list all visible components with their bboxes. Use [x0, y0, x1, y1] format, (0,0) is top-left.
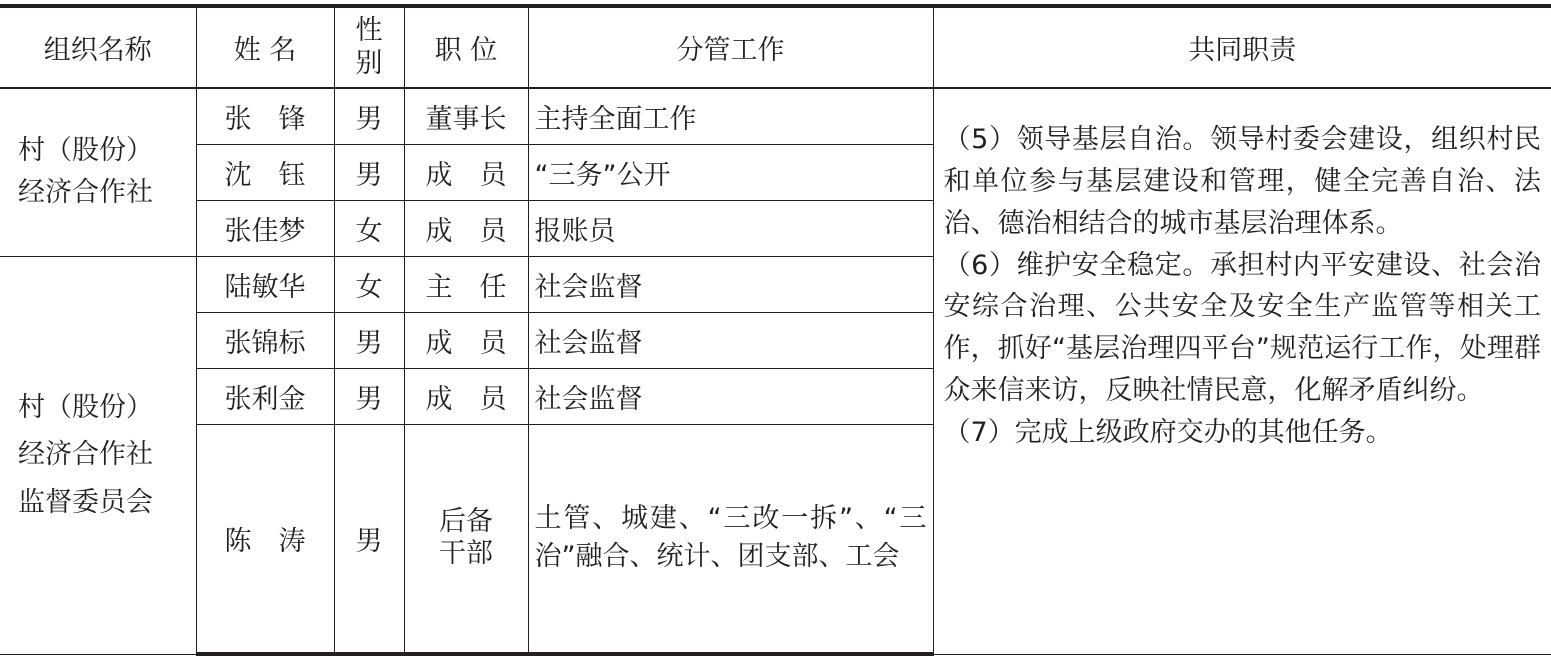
header-name: 姓 名: [196, 6, 334, 88]
member-gender: 男: [334, 424, 404, 654]
member-work: 社会监督: [528, 368, 933, 424]
header-work: 分管工作: [528, 6, 933, 88]
member-work: 主持全面工作: [528, 88, 933, 144]
member-gender: 男: [334, 144, 404, 200]
shared-responsibilities: [933, 88, 1551, 654]
member-name: 沈 钰: [196, 144, 334, 200]
member-position: [404, 424, 528, 654]
org-supervisory-committee: [0, 256, 196, 654]
org-line: 村（股份）: [18, 135, 153, 167]
member-gender: 男: [334, 312, 404, 368]
member-work: 社会监督: [528, 256, 933, 312]
member-gender: 女: [334, 256, 404, 312]
org-line: 经济合作社: [18, 439, 153, 471]
member-name: 张利金: [196, 368, 334, 424]
header-row: [0, 6, 1551, 88]
table-row: [0, 88, 1551, 144]
member-work: 土管、城建、“三改一拆”、“三治”融合、统计、团支部、工会: [528, 424, 933, 654]
member-work: “三务”公开: [528, 144, 933, 200]
member-position: 成 员: [404, 200, 528, 256]
header-gender-text: 性别: [355, 15, 383, 79]
member-position: 主 任: [404, 256, 528, 312]
responsibility-item: （7）完成上级政府交办的其他任务。: [943, 416, 1393, 448]
member-position: 成 员: [404, 312, 528, 368]
position-line: 后备: [439, 505, 493, 537]
member-gender: 女: [334, 200, 404, 256]
header-position: 职 位: [404, 6, 528, 88]
member-name: 陈 涛: [196, 424, 334, 654]
header-gender: [334, 6, 404, 88]
member-gender: 男: [334, 88, 404, 144]
member-position: 成 员: [404, 144, 528, 200]
org-line: 监督委员会: [18, 486, 153, 518]
member-gender: 男: [334, 368, 404, 424]
member-name: 张 锋: [196, 88, 334, 144]
member-position: 成 员: [404, 368, 528, 424]
responsibility-item: （5）领导基层自治。领导村委会建设，组织村民和单位参与基层建设和管理，健全完善自治、法治、德治相结合的城市基层治理体系。: [943, 124, 1541, 239]
org-line: 村（股份）: [18, 392, 153, 424]
org-cooperative: [0, 88, 196, 256]
position-line: 干部: [439, 538, 493, 570]
header-org-name: 组织名称: [0, 6, 196, 88]
member-name: 张锦标: [196, 312, 334, 368]
member-work: 报账员: [528, 200, 933, 256]
organization-roster-table: [0, 4, 1551, 656]
member-name: 陆敏华: [196, 256, 334, 312]
member-name: 张佳梦: [196, 200, 334, 256]
header-duty: 共同职责: [933, 6, 1551, 88]
member-position: 董事长: [404, 88, 528, 144]
responsibility-item: （6）维护安全稳定。承担村内平安建设、社会治安综合治理、公共安全及安全生产监管等相关工作，抓好“基层治理四平台”规范运行工作，处理群众来信来访，反映社情民意，化解矛盾纠纷。: [943, 249, 1541, 407]
member-work: 社会监督: [528, 312, 933, 368]
org-line: 经济合作社: [18, 177, 153, 209]
